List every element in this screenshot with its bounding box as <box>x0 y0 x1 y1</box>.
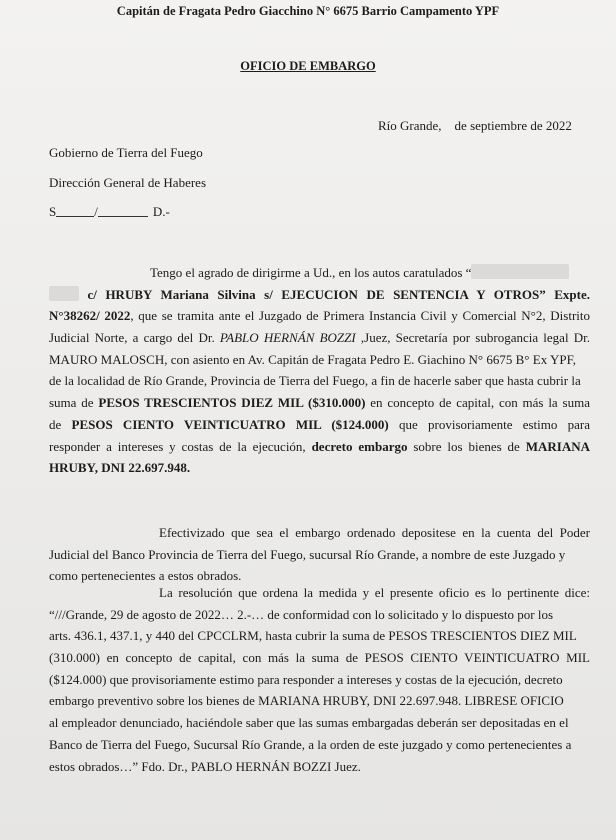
paragraph-line: al empleador denunciado, haciéndole saber que las sumas embargadas deberán ser depositadas en el <box>49 715 569 731</box>
dateline-date: de septiembre de 2022 <box>454 118 572 133</box>
paragraph-line: N°38262/ 2022, que se tramita ante el Juzgado de Primera Instancia Civil y Comercial N°2, Distrito <box>49 308 591 324</box>
court-address-header: Capitán de Fragata Pedro Giacchino N° 6675 Barrio Campamento YPF <box>116 4 500 18</box>
redacted-text <box>49 286 79 301</box>
paragraph-deposit <box>49 522 590 587</box>
paragraph-line: c/ HRUBY Mariana Silvina s/ EJECUCION DE SENTENCIA Y OTROS” Expte. <box>49 284 590 306</box>
blank-line <box>98 204 148 217</box>
paragraph-line: “///Grande, 29 de agosto de 2022… 2.-… de conformidad con lo solicitado y lo dispuesto por los <box>49 606 554 622</box>
paragraph-line: como pertenecientes a estos obrados. <box>49 568 242 584</box>
paragraph-line: arts. 436.1, 437.1, y 440 del CPCCLRM, hasta cubrir la suma de PESOS TRESCIENTOS DIEZ MIL <box>49 628 577 644</box>
paragraph-line: embargo preventivo sobre los bienes de MARIANA HRUBY, DNI 22.697.948. LIBRESE OFICIO <box>49 693 564 709</box>
paragraph-line: Judicial del Banco Provincia de Tierra del Fuego, sucursal Río Grande, a nombre de este Juzgado y <box>49 546 566 562</box>
redacted-text <box>471 264 569 279</box>
paragraph-line: (310.000) en concepto de capital, con más la suma de PESOS CIENTO VEINTICUATRO MIL <box>49 650 590 666</box>
document-title: OFICIO DE EMBARGO <box>240 59 376 73</box>
paragraph-resolution <box>49 582 590 777</box>
salutation-s: S <box>49 204 57 219</box>
recipient-line-1: Gobierno de Tierra del Fuego <box>49 145 203 160</box>
paragraph-line: Banco de Tierra del Fuego, Sucursal Río Grande, a la orden de este juzgado y como pertenecientes a <box>49 736 572 752</box>
paragraph-line: Efectivizado que sea el embargo ordenado depositese en la cuenta del Poder <box>159 525 590 540</box>
paragraph-line: estos obrados…” Fdo. Dr., PABLO HERNÁN BOZZI Juez. <box>49 758 361 774</box>
paragraph-request <box>49 262 590 479</box>
paragraph-line: de la localidad de Río Grande, Provincia de Tierra del Fuego, a fin de hacerle saber que hasta cubrir la <box>49 373 581 389</box>
paragraph-line: Tengo el agrado de dirigirme a Ud., en los autos caratulados “ <box>49 262 590 284</box>
paragraph-line: La resolución que ordena la medida y el presente oficio es lo pertinente dice: <box>159 585 590 600</box>
salutation-d: D.- <box>152 204 170 219</box>
paragraph-line: ($124.000) que provisoriamente estimo para responder a intereses y costas de la ejecución, decreto <box>49 671 563 687</box>
paragraph-line: HRUBY, DNI 22.697.948. <box>49 460 191 476</box>
paragraph-line: responder a intereses y costas de la ejecución, decreto embargo sobre los bienes de MARIANA <box>49 438 590 454</box>
salutation <box>49 204 170 220</box>
salutation-slash: / <box>94 204 98 219</box>
dateline <box>378 118 572 134</box>
paragraph-line: MAURO MALOSCH, con asiento en Av. Capitán de Fragata Pedro E. Giachino N° 6675 B° Ex YPF, <box>49 351 577 367</box>
paragraph-line: Judicial Norte, a cargo del Dr. PABLO HERNÁN BOZZI ,Juez, Secretaría por subrogancia legal Dr. <box>49 330 590 346</box>
dateline-city: Río Grande, <box>378 118 442 133</box>
blank-line <box>56 204 94 217</box>
paragraph-line: de PESOS CIENTO VEINTICUATRO MIL ($124.000) que provisoriamente estimo para <box>49 416 590 432</box>
paragraph-line: suma de PESOS TRESCIENTOS DIEZ MIL ($310.000) en concepto de capital, con más la suma <box>49 395 590 411</box>
recipient-line-2: Dirección General de Haberes <box>49 175 206 190</box>
